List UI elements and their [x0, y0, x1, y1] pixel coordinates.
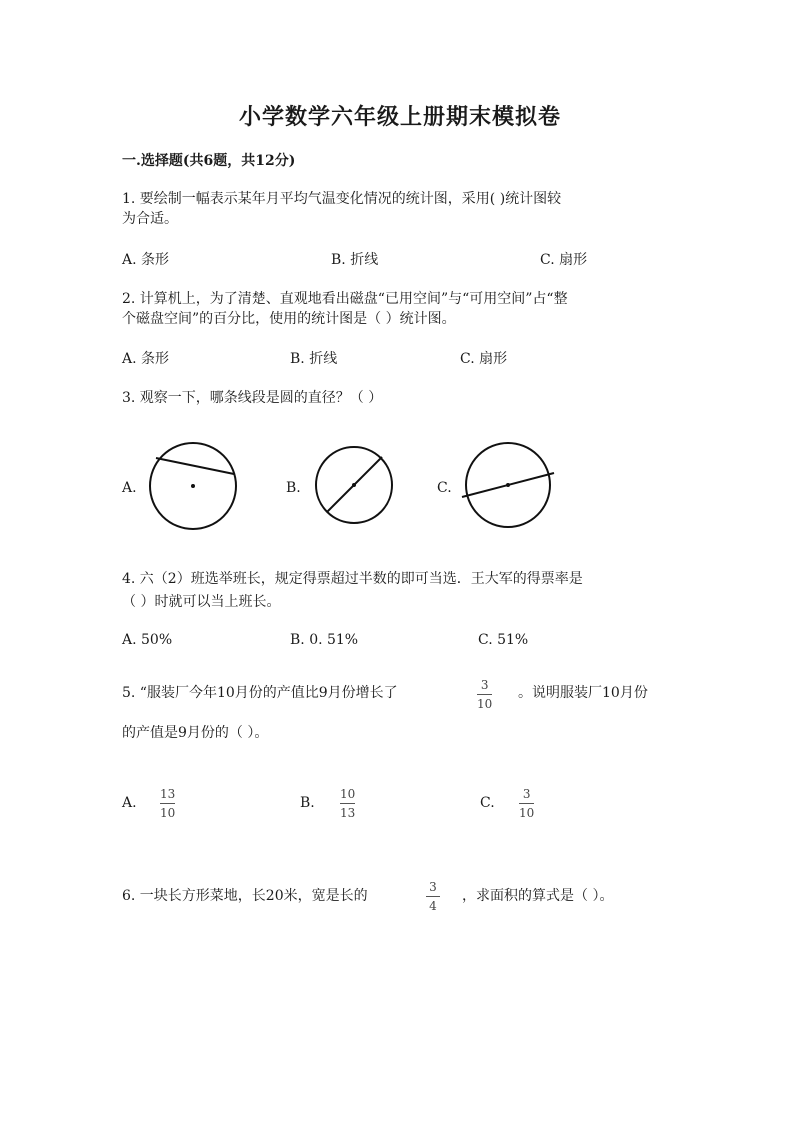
fraction-bar: [160, 803, 175, 804]
chord-a: [156, 458, 234, 474]
fraction-numerator: 3: [522, 787, 531, 801]
question-5-line-1-end: 。说明服装厂10月份: [518, 685, 648, 701]
fraction-denominator: 10: [477, 697, 493, 711]
fraction-denominator: 13: [340, 806, 356, 820]
fraction-denominator: 4: [429, 899, 437, 913]
question-5-line-2: 的产值是9月份的（ ）。: [122, 725, 269, 741]
figure-b-label: B.: [286, 480, 301, 496]
question-2-option-a: A. 条形: [122, 351, 170, 367]
question-2-line-2: 个磁盘空间”的百分比，使用的统计图是（ ）统计图。: [122, 311, 456, 327]
page-title: 小学数学六年级上册期末模拟卷: [238, 104, 561, 130]
question-5-option-c-fraction: [519, 787, 534, 820]
fraction-denominator: 10: [519, 806, 535, 820]
question-1-option-a: A. 条形: [122, 252, 170, 268]
fraction-bar: [426, 896, 440, 897]
center-point-a: [191, 484, 195, 488]
fraction-bar: [477, 694, 492, 695]
question-4-option-a: A. 50%: [122, 632, 173, 648]
question-5-option-a-label: A.: [122, 795, 137, 811]
question-4-line-2: （ ）时就可以当上班长。: [122, 594, 281, 610]
fraction-bar: [519, 803, 534, 804]
question-3-text: 3. 观察一下，哪条线段是圆的直径？（ ）: [122, 390, 383, 406]
figure-a-label: A.: [122, 480, 137, 496]
diameter-figures: [110, 438, 580, 538]
question-1-option-c: C. 扇形: [540, 252, 588, 268]
fraction-denominator: 10: [160, 806, 176, 820]
section-heading: 一.选择题(共6题，共12分): [122, 153, 296, 169]
question-4-option-b: B. 0. 51%: [290, 632, 359, 648]
question-1-line-1: 1. 要绘制一幅表示某年月平均气温变化情况的统计图，采用( )统计图较: [122, 191, 562, 207]
fraction-numerator: 3: [480, 678, 489, 692]
question-1-line-2: 为合适。: [122, 211, 178, 227]
question-5-line-1-start: 5. “服装厂今年10月份的产值比9月份增长了: [122, 685, 398, 701]
fraction-numerator: 13: [160, 787, 176, 801]
question-5-option-a-fraction: [160, 787, 175, 820]
figure-b: [286, 447, 392, 523]
question-5-option-b-fraction: [340, 787, 355, 820]
question-5-fraction: [477, 678, 492, 711]
figure-a: [121, 443, 236, 529]
figure-c: [437, 443, 554, 527]
fraction-numerator: 10: [340, 787, 356, 801]
question-2-option-b: B. 折线: [290, 351, 338, 367]
question-6-fraction: [426, 880, 440, 913]
fraction-bar: [340, 803, 355, 804]
question-5-option-b-label: B.: [300, 795, 315, 811]
question-4-option-c: C. 51%: [478, 632, 529, 648]
question-2-line-1: 2. 计算机上，为了清楚、直观地看出磁盘“已用空间”与“可用空间”占“整: [122, 291, 568, 307]
question-5-option-c-label: C.: [480, 795, 495, 811]
question-2-option-c: C. 扇形: [460, 351, 508, 367]
question-1-option-b: B. 折线: [331, 252, 379, 268]
fraction-numerator: 3: [429, 880, 437, 894]
question-6-text-end: ，求面积的算式是（ ）。: [462, 888, 614, 904]
question-4-line-1: 4. 六（2）班选举班长，规定得票超过半数的即可当选．王大军的得票率是: [122, 571, 583, 587]
figure-c-label: C.: [437, 480, 452, 496]
question-6-text-start: 6. 一块长方形菜地，长20米，宽是长的: [122, 888, 368, 904]
center-point-b: [352, 483, 356, 487]
center-point-c: [506, 483, 510, 487]
